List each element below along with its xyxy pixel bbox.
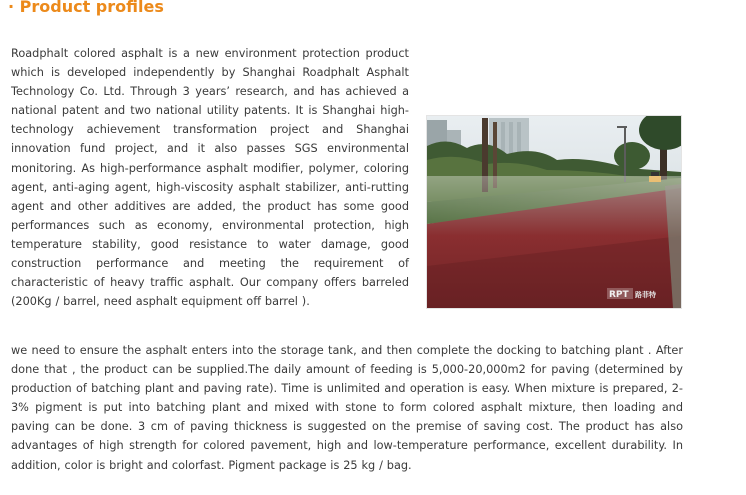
logo-cn-text: 路菲特 — [635, 291, 656, 299]
usage-paragraph: we need to ensure the asphalt enters into the storage tank, and then complete the docking to batching plant . After done that , the product can be supplied.The daily amount of feeding is 5,000-20,000m2 for paving (determined by production of batching plant and paving rate). Time is unlimited and operation is easy. When mixture is prepared, 2-3% pigment is put into batching plant and mixed with stone to form colored asphalt mixture, then loading and paving can be done. 3 cm of paving thickness is suggested on the premise of saving cost. The product has also advantages of high strength for colored pavement, high and low-temperature performance, excellent durability. In addition, color is bright and colorfast. Pigment package is 25 kg / bag. — [11, 344, 683, 472]
section-title: · Product profiles — [8, 0, 164, 16]
logo-text: RPT — [609, 290, 629, 300]
product-photo — [427, 116, 681, 308]
intro-paragraph: Roadphalt colored asphalt is a new environment protection product which is developed independently by Shanghai Roadphalt Asphalt Technology Co. Ltd. Through 3 years’ research, and has achieved a national patent and two national utility patents. It is Shanghai high-technology achievement transformation project and Shanghai innovation fund project, and it also passes SGS environmental monitoring. As high-performance asphalt modifier, polymer, coloring agent, anti-aging agent, high-viscosity asphalt stabilizer, anti-rutting agent and other additives are added, the product has some good performances such as economy, environmental protection, high temperature stability, good resistance to water damage, good construction performance and meeting the requirement of characteristic of heavy traffic asphalt. Our company offers barreled (200Kg / barrel, need asphalt equipment off barrel ). — [11, 47, 409, 309]
